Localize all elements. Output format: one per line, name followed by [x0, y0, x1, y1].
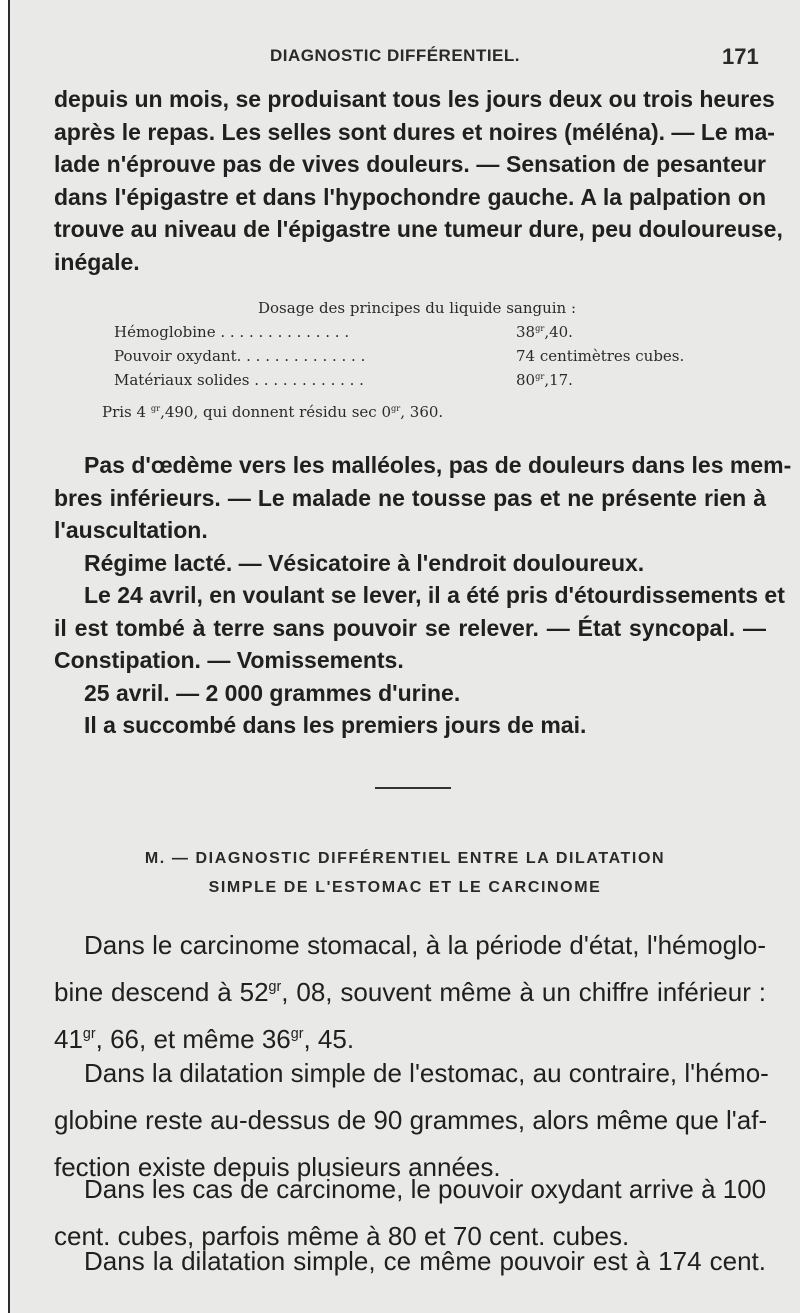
text-line: il est tombé à terre sans pouvoir se relever. — État syncopal. —: [54, 614, 766, 641]
text-line: lade n'éprouve pas de vives douleurs. — Sensation de pesanteur: [54, 151, 766, 177]
table-row: [114, 344, 684, 368]
row-label: Hémoglobine . . . . . . . . . . . . . .: [114, 323, 350, 341]
intro-paragraph: [54, 83, 783, 278]
text-line: Constipation. — Vomissements.: [54, 647, 404, 673]
text-line: Il a succombé dans les premiers jours de mai.: [84, 712, 587, 738]
text-line: bres inférieurs. — Le malade ne tousse pas et ne présente rien à: [54, 484, 766, 511]
text-line: inégale.: [54, 248, 140, 275]
running-title: DIAGNOSTIC DIFFÉRENTIEL.: [270, 46, 520, 65]
text-line: l'auscultation.: [54, 517, 208, 543]
text-line: cent. cubes, parfois même à 80 et 70 cent. cubes.: [54, 1221, 630, 1251]
text-line: Dans le carcinome stomacal, à la période d'état, l'hémoglo-: [84, 930, 766, 960]
text-line: Dans la dilatation simple de l'estomac, au contraire, l'hémo-: [84, 1058, 769, 1088]
text-line: après le repas. Les selles sont dures et noires (méléna). — Le ma-: [54, 118, 775, 145]
text-line: globine reste au-dessus de 90 grammes, alors même que l'af-: [54, 1105, 768, 1135]
paragraph-carcinome-hemoglobine: [54, 922, 766, 1063]
row-label: Pouvoir oxydant. . . . . . . . . . . . . .: [114, 347, 366, 365]
text-line: Pas d'œdème vers les malléoles, pas de douleurs dans les mem-: [84, 452, 792, 478]
text-line: 25 avril. — 2 000 grammes d'urine.: [84, 679, 461, 706]
pris-line: Pris 4 $^{gr}$,490, qui donnent résidu $\sec 0^{gr}$, 360.: [102, 403, 444, 421]
book-page: [8, 0, 800, 1313]
dosage-caption: Dosage des principes du liquide sanguin :: [258, 299, 577, 317]
text-line: dans l'épigastre et dans l'hypochondre gauche. A la palpation on: [54, 183, 766, 210]
text-line: Régime lacté. — Vésicatoire à l'endroit douloureux.: [84, 549, 645, 576]
page-header: [10, 44, 800, 74]
text-line: trouve au niveau de l'épigastre une tumeur dure, peu douloureuse,: [54, 216, 783, 242]
text-line: $41^{gr}$, 66, et même $36^{gr}$, 45.: [54, 1024, 355, 1054]
dosage-table: [114, 320, 684, 392]
table-row: [114, 368, 684, 392]
text-line: depuis un mois, se produisant tous les jours deux ou trois heures: [54, 86, 775, 112]
text-line: Le 24 avril, en voulant se lever, il a été pris d'étourdissements et: [84, 582, 785, 608]
table-row: [114, 320, 684, 344]
row-label: Matériaux solides . . . . . . . . . . . .: [114, 371, 364, 389]
text-line: Dans les cas de carcinome, le pouvoir oxydant arrive à 100: [84, 1174, 767, 1204]
row-value: 74 centimètres cubes.: [516, 347, 685, 365]
row-value: $80^{gr},17$.: [516, 371, 573, 389]
page-number: 171: [722, 44, 759, 69]
section-heading-line-1: M. — DIAGNOSTIC DIFFÉRENTIEL ENTRE LA DILATATION: [144, 850, 666, 867]
text-line: fection existe depuis plusieurs années.: [54, 1152, 501, 1182]
section-divider: [375, 787, 451, 789]
section-heading-line-2: SIMPLE DE L'ESTOMAC ET LE CARCINOME: [208, 879, 602, 896]
row-value: $38^{gr},40$.: [516, 323, 573, 341]
paragraph-dilatation-oxydant: [54, 1238, 766, 1285]
text-line: bine descend à $52^{gr}$, 08, souvent même à un chiffre inférieur :: [54, 977, 766, 1007]
text-line: Dans la dilatation simple, ce même pouvoir est à 174 cent.: [84, 1246, 766, 1276]
observation-paragraph: [54, 449, 792, 742]
